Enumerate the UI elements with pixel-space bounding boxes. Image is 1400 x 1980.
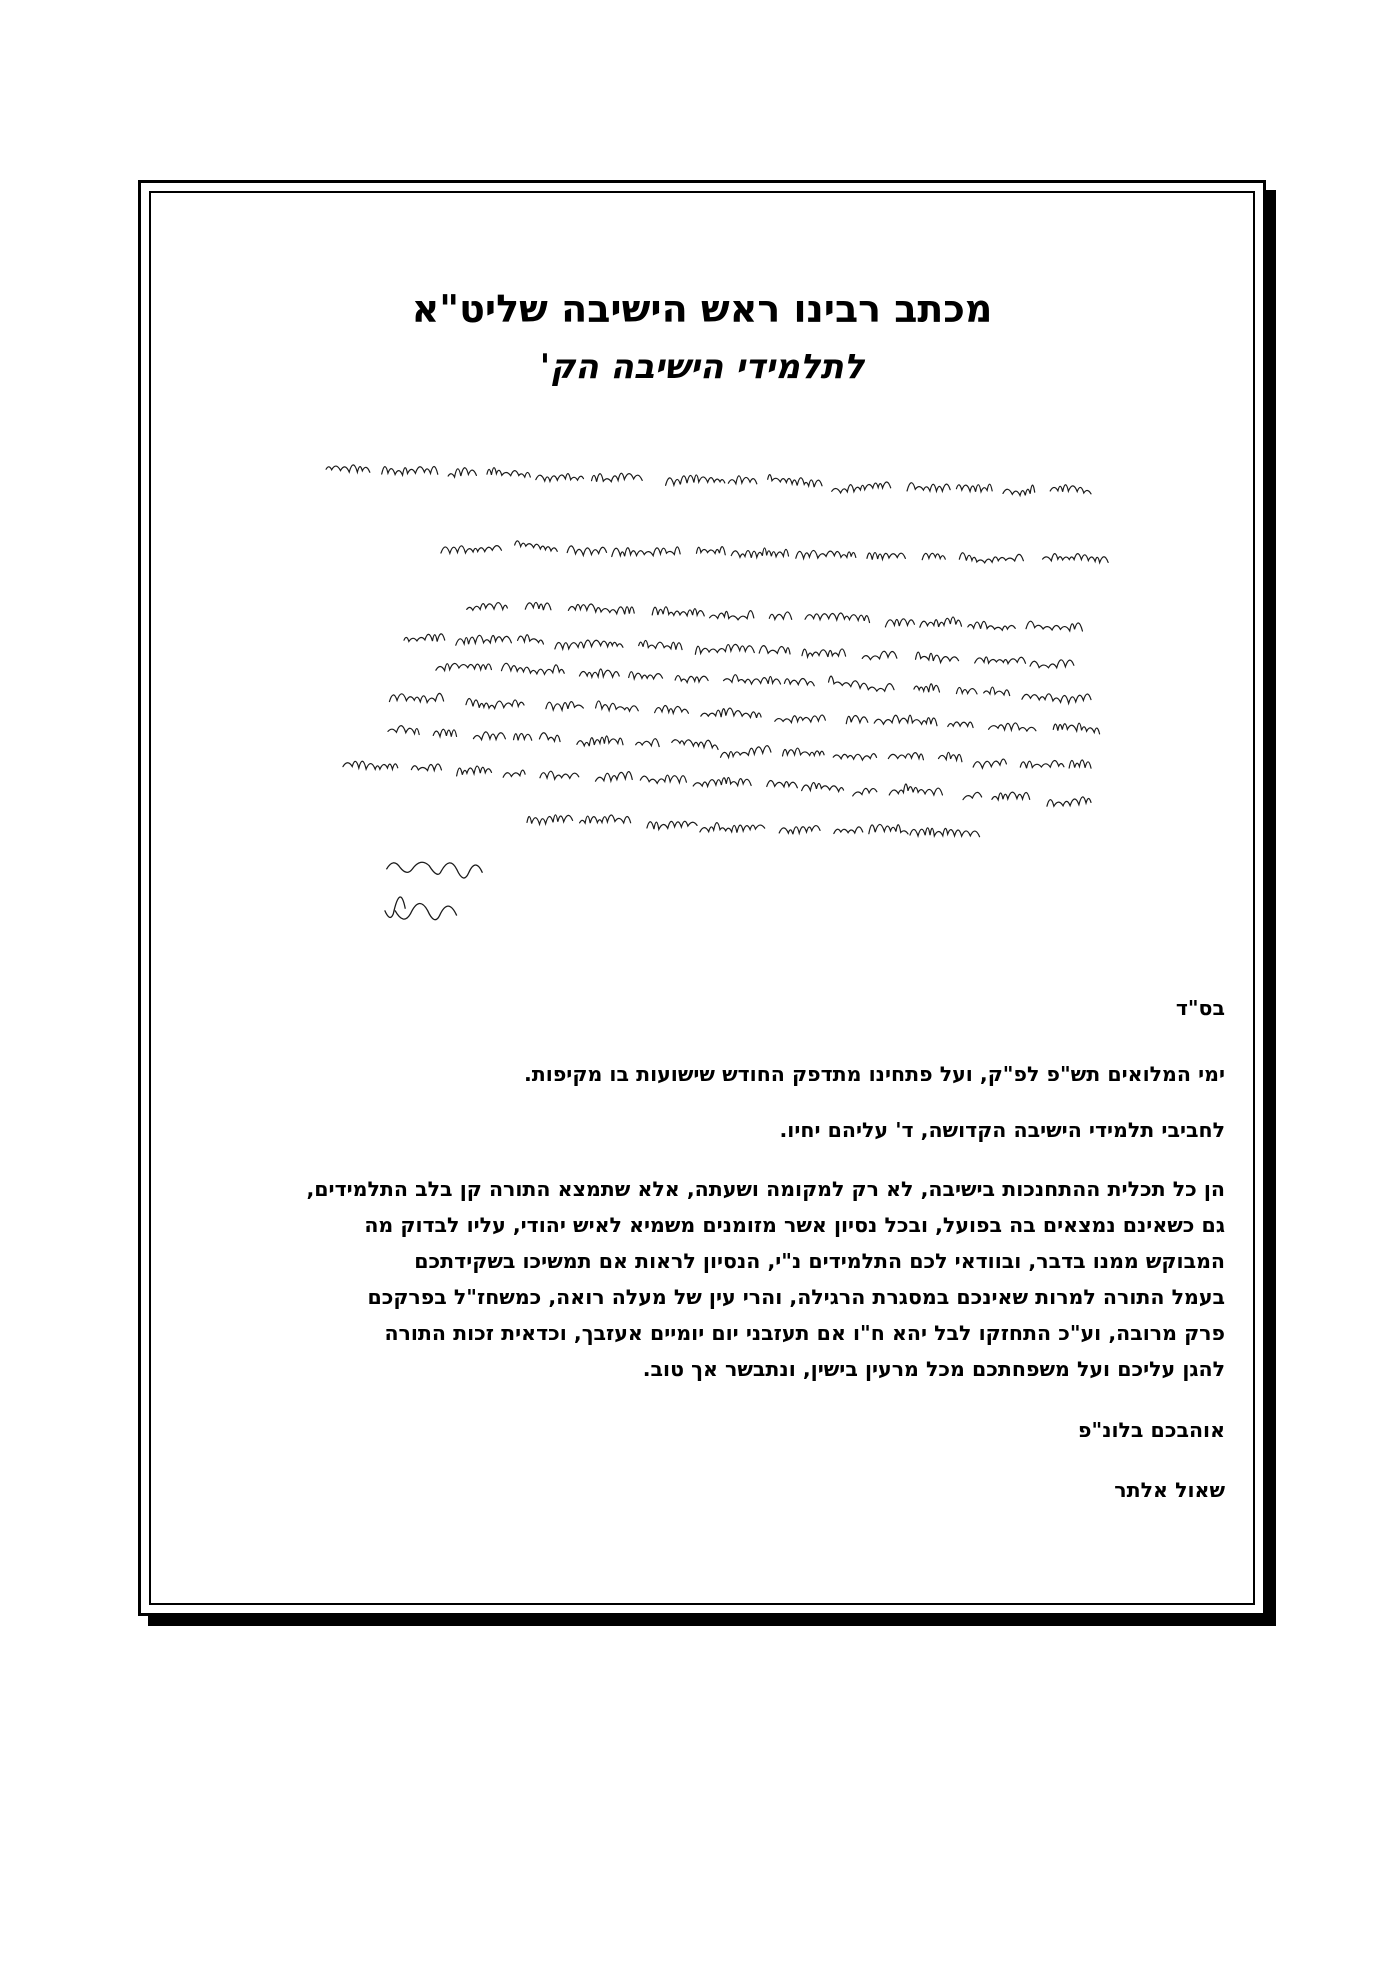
letter-inner-border	[149, 191, 1255, 1605]
handwritten-signature	[385, 897, 457, 920]
letter-frame	[138, 180, 1266, 1616]
handwriting-line	[389, 693, 1099, 733]
typed-body-paragraph	[181, 1171, 1225, 1387]
handwriting-scribbles	[231, 463, 1231, 943]
typed-body-line: המבוקש ממנו בדבר, ובוודאי לכם התלמידים נ"י, הנסיון לראות אם תמשיכו בשקידתכם	[414, 1249, 1225, 1273]
typed-closing: אוהבכם בלונ"פ	[1078, 1418, 1225, 1442]
typed-signature: שאול אלתר	[1114, 1478, 1225, 1502]
handwriting-line	[527, 815, 980, 837]
handwritten-letter-image	[231, 463, 1231, 943]
handwriting-line	[343, 761, 1091, 806]
typed-body-line: פרק מרובה, וע"כ התחזקו לבל יהא ח"ו אם תעזבני יום יומיים אעזבך, וכדאית זכות התורה	[384, 1321, 1225, 1345]
typed-header-mark: בס"ד	[1175, 996, 1225, 1020]
typed-body-line: להגן עליכם ועל משפחתכם מכל מרעין בישין, ונתבשר אך טוב.	[642, 1357, 1225, 1381]
handwriting-line	[388, 726, 1091, 769]
typed-transcription	[181, 993, 1225, 1505]
typed-opening-line: ימי המלואים תש"פ לפ"ק, ועל פתחינו מתדפק החודש שישועות בו מקיפות.	[524, 1062, 1225, 1086]
handwriting-line	[436, 663, 1091, 703]
handwriting-line	[326, 465, 1091, 496]
handwriting-line	[441, 541, 1108, 563]
typed-body-line: בעמל התורה למרות שאינכם במסגרת הרגילה, והרי עין של מעלה רואה, כמשחז"ל בפרקכם	[367, 1285, 1225, 1309]
typed-body-line: גם כשאינם נמצאים בה בפועל, ובכל נסיון אשר מזומנים משמיא לאיש יהודי, עליו לבדוק מה	[364, 1213, 1225, 1237]
letter-subtitle: לתלמידי הישיבה הק'	[539, 347, 865, 387]
handwriting-line	[467, 602, 1083, 631]
letter-title: מכתב רבינו ראש הישיבה שליט"א	[411, 287, 993, 331]
handwriting-line	[404, 634, 1074, 668]
handwritten-signature	[386, 862, 482, 878]
typed-address-line: לחביבי תלמידי הישיבה הקדושה, ד' עליהם יחיו.	[779, 1118, 1225, 1142]
typed-body-line: הן כל תכלית ההתחנכות בישיבה, לא רק למקומה ושעתה, אלא שתמצא התורה קן בלב התלמידים,	[306, 1177, 1225, 1201]
